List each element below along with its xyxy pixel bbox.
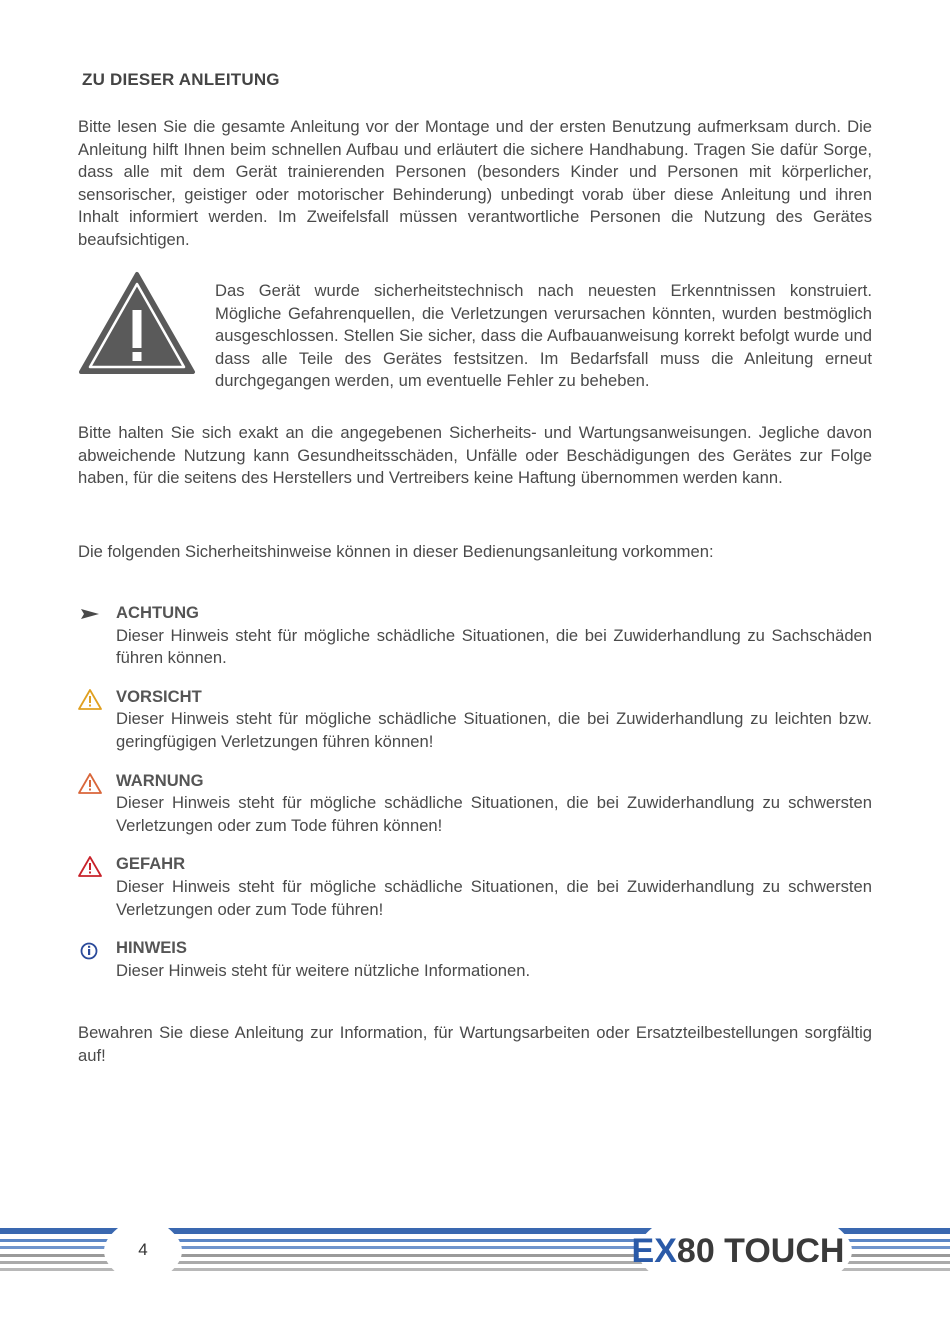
brand-prefix: EX (631, 1232, 677, 1270)
notice-item-warnung (78, 770, 872, 838)
notice-list (78, 602, 872, 982)
safety-note-paragraph: Das Gerät wurde sicherheitstechnisch nach neuesten Erkenntnissen konstruiert. Mögliche Gefahrenquellen, die Verletzungen verursachen könnten, wurden bestmöglich ausgeschlossen. Stellen Sie sicher, dass die Aufbauanweisung korrekt befolgt wurde und dass alle Teile des Gerätes festsitzen. Im Bedarfsfall muss die Anleitung erneut durchgegangen werden, um eventuelle Fehler zu beheben. (215, 281, 872, 391)
notice-list-intro: Die folgenden Sicherheitshinweise können in dieser Bedienungsanleitung vorkommen: (78, 542, 714, 561)
notice-item-achtung (78, 602, 872, 670)
notice-text: Dieser Hinweis steht für mögliche schädliche Situationen, die bei Zuwiderhandlung zu leichten bzw. geringfügigen Verletzungen führen können! (116, 709, 872, 751)
warning-triangle-icon (78, 772, 102, 794)
large-warning-icon (78, 270, 196, 376)
notice-text: Dieser Hinweis steht für mögliche schädliche Situationen, die bei Zuwiderhandlung zu schwersten Verletzungen oder zum Tode führen! (116, 876, 872, 919)
notice-text: Dieser Hinweis steht für mögliche schädliche Situationen, die bei Zuwiderhandlung zu schwersten Verletzungen oder zum Tode führen können! (116, 793, 872, 835)
notice-title: HINWEIS (116, 938, 187, 958)
danger-triangle-icon (78, 855, 102, 877)
notice-text: Dieser Hinweis steht für weitere nützliche Informationen. (116, 960, 531, 980)
page-heading: ZU DIESER ANLEITUNG (82, 70, 280, 89)
notice-title: VORSICHT (116, 686, 202, 706)
compliance-paragraph: Bitte halten Sie sich exakt an die angegebenen Sicherheits- und Wartungsanweisungen. Jegliche davon abweichende Nutzung kann Gesundheitsschäden, Unfälle oder Beschädigungen des Gerätes zur Folge haben, für die seitens des Herstellers und Vertreibers keine Haftung übernommen werden kann. (78, 423, 872, 488)
notice-item-vorsicht (78, 686, 872, 754)
notice-title: WARNUNG (116, 770, 204, 790)
info-icon (78, 939, 102, 961)
notice-text: Dieser Hinweis steht für mögliche schädliche Situationen, die bei Zuwiderhandlung zu Sachschäden führen können. (116, 625, 872, 668)
closing-paragraph: Bewahren Sie diese Anleitung zur Information, für Wartungsarbeiten oder Ersatzteilbestellungen sorgfältig auf! (78, 1023, 872, 1065)
notice-item-hinweis (78, 937, 872, 982)
caution-triangle-icon (78, 688, 102, 710)
notice-item-gefahr (78, 853, 872, 921)
arrow-icon (78, 604, 102, 626)
intro-paragraph: Bitte lesen Sie die gesamte Anleitung vor der Montage und der ersten Benutzung aufmerksam durch. Die Anleitung hilft Ihnen beim schnellen Aufbau und erläutert die sichere Handhabung. Tragen Sie dafür Sorge, dass alle mit dem Gerät trainierenden Personen (besonders Kinder und Personen mit körperlicher, sensorischer, geistiger oder motorischer Behinderung) unbedingt vorab über diese Anleitung und ihren Inhalt informiert werden. Im Zweifelsfall müssen verantwortliche Personen die Nutzung des Gerätes beaufsichtigen. (78, 117, 872, 249)
page-number: 4 (138, 1240, 148, 1259)
brand-name: 80 TOUCH (676, 1232, 845, 1270)
notice-title: GEFAHR (116, 854, 186, 874)
notice-title: ACHTUNG (116, 603, 199, 622)
brand-logo (628, 1228, 848, 1274)
